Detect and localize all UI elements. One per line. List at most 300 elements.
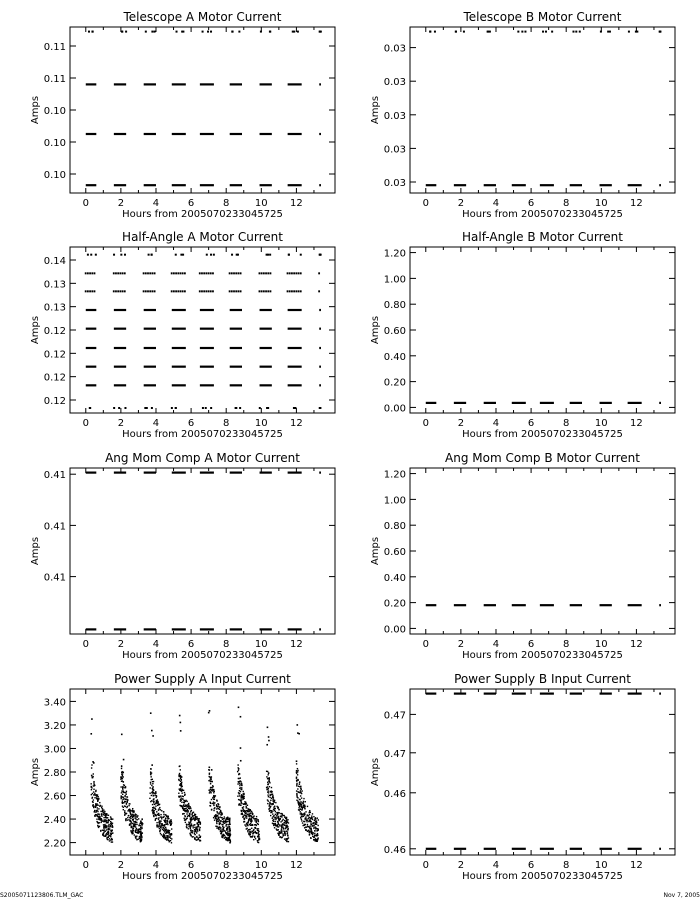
data-point <box>233 290 235 292</box>
data-point <box>207 31 209 33</box>
data-point <box>298 807 299 808</box>
y-tick-label: 1.00 <box>383 274 406 286</box>
data-outlier <box>92 761 94 763</box>
data-point <box>155 809 156 810</box>
data-point <box>220 829 221 830</box>
data-point <box>168 830 169 831</box>
data-point <box>112 826 113 827</box>
data-point <box>246 823 247 824</box>
data-point <box>110 821 111 822</box>
x-tick-label: 8 <box>223 198 230 209</box>
data-point <box>218 819 219 820</box>
data-point <box>107 839 108 840</box>
data-point <box>242 798 243 799</box>
x-tick-label: 6 <box>527 860 535 871</box>
data-point <box>239 407 241 409</box>
data-point <box>221 817 222 818</box>
data-point <box>304 818 305 819</box>
data-point <box>151 31 153 33</box>
data-point <box>124 407 126 409</box>
data-point <box>299 799 300 800</box>
data-point <box>123 809 124 810</box>
data-point <box>124 787 125 788</box>
x-tick-label: 4 <box>152 198 160 209</box>
data-point <box>188 826 189 827</box>
data-point <box>228 833 229 834</box>
data-point <box>97 807 98 808</box>
data-point <box>161 824 162 825</box>
data-point <box>269 804 270 805</box>
data-point <box>208 780 209 781</box>
data-point <box>283 824 284 825</box>
data-point <box>274 808 275 809</box>
y-tick-label: 2.40 <box>43 815 66 827</box>
data-point <box>269 797 270 798</box>
data-marks <box>86 473 321 630</box>
data-point <box>298 804 299 805</box>
data-point <box>181 779 182 780</box>
data-point <box>244 821 245 822</box>
data-point <box>305 811 306 812</box>
chart-0 <box>30 10 335 220</box>
data-point <box>153 810 154 811</box>
data-point <box>247 805 248 806</box>
data-point <box>228 835 229 836</box>
data-point <box>229 824 230 825</box>
data-point <box>210 802 211 803</box>
data-point <box>139 836 140 837</box>
data-point <box>225 822 226 823</box>
data-point <box>267 786 268 787</box>
x-tick-label: 12 <box>630 418 643 429</box>
data-point <box>125 792 126 793</box>
y-tick-label: 0.46 <box>383 844 406 856</box>
data-point <box>179 805 180 806</box>
plot-frame <box>410 689 675 855</box>
data-point <box>542 31 544 33</box>
data-point <box>122 794 123 795</box>
data-point <box>196 839 197 840</box>
data-point <box>287 831 288 832</box>
data-point <box>280 816 281 817</box>
data-point <box>312 813 313 814</box>
y-tick-label: 0.20 <box>383 377 406 389</box>
data-point <box>162 829 163 830</box>
data-point <box>193 827 194 828</box>
data-outlier <box>90 733 92 735</box>
data-point <box>251 828 252 829</box>
data-point <box>255 831 256 832</box>
chart-3 <box>370 230 675 440</box>
data-point <box>104 826 105 827</box>
x-tick-label: 2 <box>117 198 125 209</box>
data-point <box>256 828 257 829</box>
data-point <box>288 841 289 842</box>
data-point <box>104 831 105 832</box>
data-point <box>89 272 91 274</box>
data-point <box>177 290 179 292</box>
data-point <box>227 818 228 819</box>
data-spike <box>209 710 211 712</box>
data-point <box>189 813 190 814</box>
data-point <box>253 818 254 819</box>
data-point <box>95 812 96 813</box>
data-point <box>175 290 177 292</box>
data-point <box>296 778 297 779</box>
data-point <box>98 808 99 809</box>
data-point <box>257 840 258 841</box>
data-point <box>253 839 254 840</box>
data-point <box>197 830 198 831</box>
data-point <box>269 803 270 804</box>
data-point <box>303 804 304 805</box>
y-tick-label: 0.00 <box>383 624 406 636</box>
y-axis-label: Amps <box>370 536 381 566</box>
data-point <box>266 776 267 777</box>
data-outlier <box>152 735 154 737</box>
data-point <box>313 825 314 826</box>
data-point <box>131 826 132 827</box>
data-point <box>121 765 122 766</box>
data-point <box>191 810 192 811</box>
data-outlier <box>180 730 182 732</box>
x-tick-label: 8 <box>223 860 230 871</box>
data-point <box>213 803 214 804</box>
data-point <box>286 822 287 823</box>
x-tick-label: 10 <box>254 860 268 871</box>
data-point <box>135 824 136 825</box>
x-tick-label: 2 <box>457 639 465 650</box>
data-point <box>238 778 239 779</box>
data-point <box>138 831 139 832</box>
data-point <box>188 815 189 816</box>
data-point <box>91 794 92 795</box>
data-point <box>231 272 233 274</box>
data-point <box>164 831 165 832</box>
data-point <box>233 272 235 274</box>
x-tick-label: 6 <box>527 198 535 209</box>
data-point <box>133 830 134 831</box>
x-tick-label: 2 <box>117 860 125 871</box>
data-point <box>287 290 289 292</box>
data-point <box>272 823 273 824</box>
data-point <box>189 815 190 816</box>
data-point <box>297 768 298 769</box>
data-point <box>126 803 127 804</box>
data-point <box>181 802 182 803</box>
data-point <box>122 272 124 274</box>
data-point <box>151 254 153 256</box>
data-point <box>222 828 223 829</box>
data-point <box>313 828 314 829</box>
x-tick-label: 10 <box>594 639 608 650</box>
data-point <box>211 799 212 800</box>
data-point <box>237 771 238 772</box>
data-point <box>136 814 137 815</box>
data-point <box>231 290 233 292</box>
data-point <box>223 827 224 828</box>
data-point <box>252 833 253 834</box>
data-point <box>126 799 127 800</box>
x-tick-label: 0 <box>82 639 89 650</box>
data-point <box>110 819 111 820</box>
data-point <box>91 789 92 790</box>
chart-6 <box>30 672 335 882</box>
data-point <box>310 818 311 819</box>
data-point <box>85 272 87 274</box>
data-point <box>311 821 312 822</box>
data-point <box>218 812 219 813</box>
y-tick-label: 0.41 <box>43 572 66 584</box>
data-point <box>217 803 218 804</box>
data-point <box>273 825 274 826</box>
data-point <box>267 290 269 292</box>
data-point <box>103 819 104 820</box>
data-point <box>183 809 184 810</box>
data-point <box>125 798 126 799</box>
data-point <box>180 272 182 274</box>
data-point <box>209 792 210 793</box>
data-point <box>141 819 142 820</box>
data-point <box>144 407 146 409</box>
y-tick-label: 1.20 <box>383 248 406 260</box>
data-point <box>211 787 212 788</box>
data-point <box>258 828 259 829</box>
x-tick-label: 6 <box>187 639 195 650</box>
data-point <box>245 825 246 826</box>
data-point <box>297 802 298 803</box>
data-point <box>250 815 251 816</box>
data-point <box>287 819 288 820</box>
x-tick-label: 0 <box>422 860 429 871</box>
data-point <box>281 828 282 829</box>
data-point <box>143 272 145 274</box>
data-spike <box>121 734 123 736</box>
data-point <box>291 272 293 274</box>
data-point <box>152 787 153 788</box>
data-point <box>270 812 271 813</box>
data-point <box>175 254 177 256</box>
data-point <box>163 816 164 817</box>
data-point <box>91 31 93 33</box>
data-spike <box>267 726 269 728</box>
data-point <box>242 816 243 817</box>
data-point <box>275 811 276 812</box>
data-point <box>271 810 272 811</box>
data-point <box>184 808 185 809</box>
data-point <box>164 829 165 830</box>
data-point <box>120 254 122 256</box>
data-point <box>153 781 154 782</box>
data-point <box>300 801 301 802</box>
x-tick-label: 6 <box>527 418 535 429</box>
data-outlier <box>181 776 183 778</box>
data-point <box>224 835 225 836</box>
y-tick-label: 0.80 <box>383 521 406 533</box>
data-point <box>185 822 186 823</box>
data-point <box>181 783 182 784</box>
data-point <box>182 798 183 799</box>
data-point <box>296 763 297 764</box>
data-point <box>179 790 180 791</box>
data-point <box>288 822 289 823</box>
data-point <box>212 797 213 798</box>
data-point <box>308 830 309 831</box>
data-point <box>600 31 602 33</box>
data-outlier <box>208 712 210 714</box>
data-point <box>227 826 228 827</box>
data-point <box>132 817 133 818</box>
data-point <box>185 805 186 806</box>
data-point <box>97 816 98 817</box>
data-point <box>97 798 98 799</box>
data-point <box>287 833 288 834</box>
data-point <box>280 821 281 822</box>
data-point <box>125 794 126 795</box>
data-point <box>239 795 240 796</box>
data-point <box>210 407 212 409</box>
data-point <box>136 828 137 829</box>
data-point <box>282 820 283 821</box>
data-point <box>317 833 318 834</box>
y-axis-label: Amps <box>30 315 41 345</box>
data-point <box>101 806 102 807</box>
data-point <box>191 819 192 820</box>
data-point <box>168 832 169 833</box>
data-point <box>272 820 273 821</box>
data-point <box>256 821 257 822</box>
data-point <box>153 802 154 803</box>
data-point <box>238 782 239 783</box>
plot-frame <box>410 468 675 634</box>
data-point <box>126 791 127 792</box>
data-outlier <box>268 740 270 742</box>
data-point <box>217 821 218 822</box>
data-point <box>279 812 280 813</box>
data-point <box>156 815 157 816</box>
data-point <box>188 803 189 804</box>
data-point <box>164 835 165 836</box>
data-point <box>155 794 156 795</box>
data-point <box>296 770 297 771</box>
data-point <box>245 803 246 804</box>
data-point <box>94 811 95 812</box>
data-point <box>171 838 172 839</box>
data-point <box>153 813 154 814</box>
y-tick-label: 0.13 <box>43 302 66 314</box>
data-point <box>150 772 151 773</box>
y-tick-label: 0.12 <box>43 349 66 361</box>
y-axis-label: Amps <box>30 536 41 566</box>
data-point <box>220 820 221 821</box>
data-point <box>216 823 217 824</box>
x-tick-label: 0 <box>82 198 89 209</box>
x-tick-label: 4 <box>492 860 500 871</box>
data-point <box>247 814 248 815</box>
data-point <box>95 807 96 808</box>
data-point <box>628 31 630 33</box>
data-point <box>87 272 89 274</box>
y-tick-label: 0.10 <box>43 138 66 149</box>
data-point <box>123 797 124 798</box>
data-point <box>210 805 211 806</box>
data-outlier <box>151 730 153 732</box>
data-point <box>191 814 192 815</box>
data-point <box>315 828 316 829</box>
data-point <box>152 807 153 808</box>
data-point <box>173 272 175 274</box>
data-point <box>154 804 155 805</box>
data-point <box>209 767 210 768</box>
data-point <box>260 31 262 33</box>
data-point <box>238 793 239 794</box>
data-point <box>297 774 298 775</box>
data-point <box>213 792 214 793</box>
data-point <box>152 791 153 792</box>
data-point <box>133 824 134 825</box>
data-point <box>152 786 153 787</box>
data-point <box>130 810 131 811</box>
data-point <box>103 825 104 826</box>
data-point <box>225 821 226 822</box>
data-point <box>93 773 94 774</box>
data-point <box>248 820 249 821</box>
data-point <box>272 813 273 814</box>
data-point <box>268 796 269 797</box>
data-point <box>124 290 126 292</box>
data-point <box>192 816 193 817</box>
data-point <box>180 769 181 770</box>
y-tick-label: 0.11 <box>43 74 66 85</box>
data-point <box>106 826 107 827</box>
data-point <box>229 819 230 820</box>
data-point <box>148 254 150 256</box>
x-tick-label: 8 <box>223 418 230 429</box>
data-point <box>517 31 519 33</box>
data-point <box>155 793 156 794</box>
data-point <box>141 823 142 824</box>
data-point <box>128 809 129 810</box>
data-point <box>300 803 301 804</box>
data-point <box>157 801 158 802</box>
data-point <box>199 821 200 822</box>
data-point <box>235 407 237 409</box>
data-point <box>133 828 134 829</box>
data-point <box>250 824 251 825</box>
data-point <box>463 31 465 33</box>
y-tick-label: 3.20 <box>43 720 66 732</box>
data-point <box>198 837 199 838</box>
data-point <box>308 826 309 827</box>
data-point <box>135 836 136 837</box>
x-tick-label: 8 <box>563 198 570 209</box>
data-point <box>150 776 151 777</box>
data-point <box>224 816 225 817</box>
y-tick-label: 2.80 <box>43 768 66 779</box>
data-point <box>194 833 195 834</box>
data-point <box>169 834 170 835</box>
data-point <box>195 830 196 831</box>
data-point <box>238 770 239 771</box>
data-point <box>307 806 308 807</box>
data-point <box>254 827 255 828</box>
x-tick-label: 12 <box>630 639 643 650</box>
data-point <box>284 831 285 832</box>
data-point <box>132 823 133 824</box>
data-point <box>303 821 304 822</box>
data-point <box>282 830 283 831</box>
data-point <box>150 774 151 775</box>
